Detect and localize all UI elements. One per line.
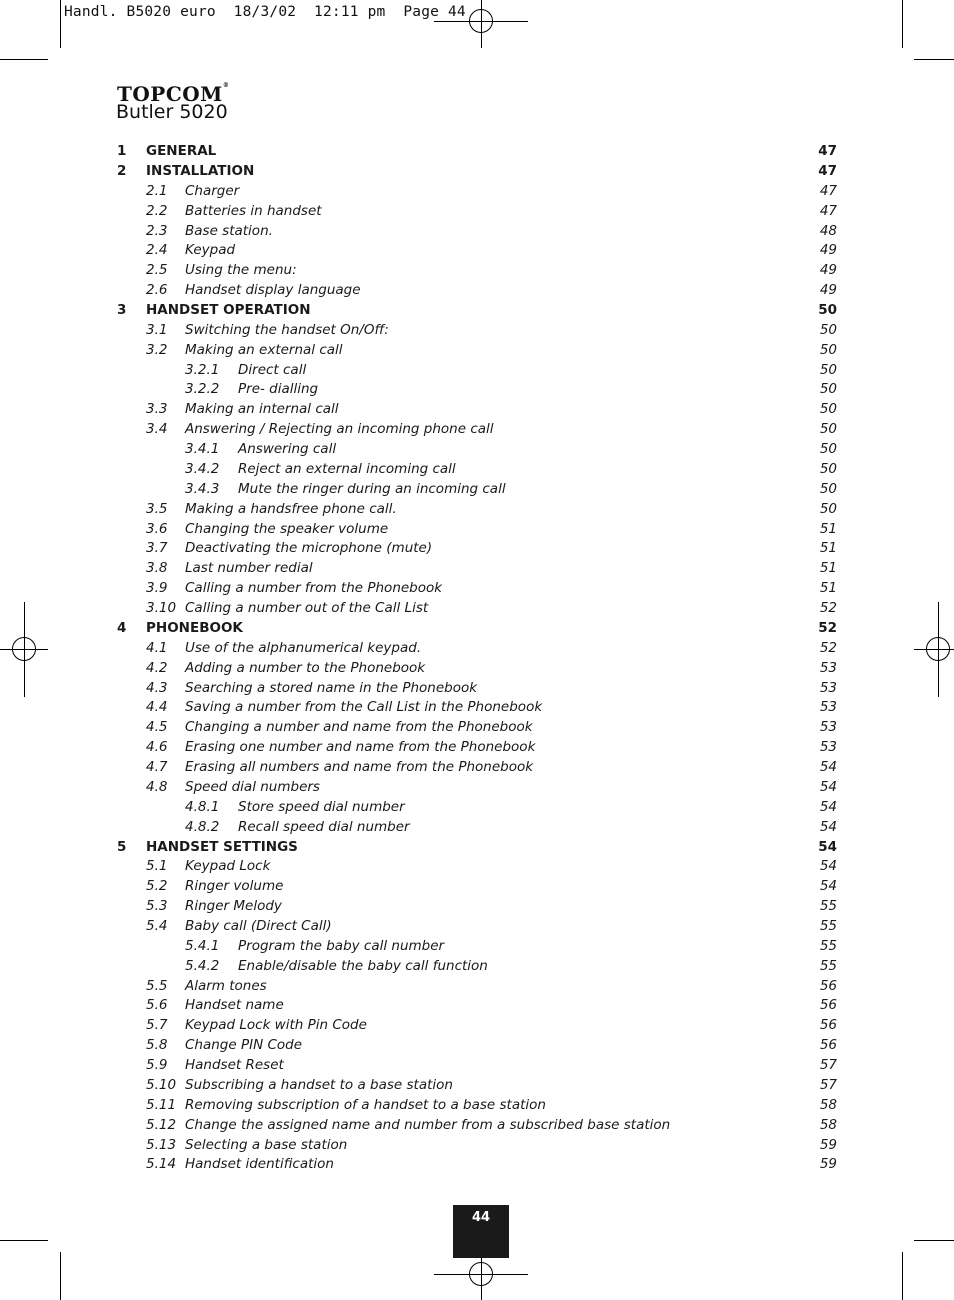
toc-entry-number: 5.12 <box>146 1116 177 1133</box>
toc-entry-page: 49 <box>819 282 837 299</box>
toc-entry-number: 5 <box>117 838 127 855</box>
toc-entry-title: Alarm tones <box>185 977 267 994</box>
toc-entry-title: Enable/disable the baby call function <box>238 957 488 974</box>
toc-entry-title: Speed dial numbers <box>185 778 320 795</box>
toc-entry-title: Making a handsfree phone call. <box>185 500 397 517</box>
toc-entry-title: Calling a number out of the Call List <box>185 600 429 616</box>
toc-entry-number: 2.2 <box>146 202 168 219</box>
toc-entry-page: 50 <box>819 401 837 418</box>
toc-entry <box>0 439 954 459</box>
print-slug: Handl. B5020 euro 18/3/02 12:11 pm Page 44 <box>64 4 466 20</box>
toc-entry-number: 4.5 <box>146 719 168 736</box>
toc-entry-number: 4.3 <box>146 679 168 696</box>
toc-entry-page: 50 <box>818 302 837 318</box>
toc-entry-page: 50 <box>819 441 837 458</box>
toc-entry <box>0 379 954 399</box>
toc-entry-page: 48 <box>819 222 837 239</box>
toc-entry <box>0 757 954 777</box>
toc-entry-title: Change the assigned name and number from a subscribed base station <box>185 1116 671 1133</box>
toc-entry-number: 5.8 <box>146 1037 168 1054</box>
toc-entry-page: 53 <box>819 679 837 696</box>
toc-entry-page: 56 <box>819 1037 837 1054</box>
toc-entry <box>0 717 954 737</box>
toc-entry-page: 50 <box>819 421 837 438</box>
toc-entry <box>0 598 954 618</box>
toc-entry <box>0 320 954 340</box>
toc-entry-title: Ringer Melody <box>185 898 282 915</box>
toc-entry-number: 3.2 <box>146 341 168 358</box>
toc-entry-number: 4.1 <box>146 639 168 656</box>
toc-entry-page: 47 <box>819 182 837 199</box>
toc-entry-page: 47 <box>819 202 837 219</box>
toc-entry-page: 51 <box>819 520 837 537</box>
toc-entry-number: 3.4.2 <box>185 460 220 477</box>
toc-entry-title: Switching the handset On/Off: <box>185 321 389 338</box>
toc-entry-number: 3.9 <box>146 580 168 597</box>
toc-entry-page: 56 <box>819 1017 837 1034</box>
toc-entry <box>0 995 954 1015</box>
toc-entry-page: 51 <box>819 560 837 577</box>
toc-entry <box>0 141 954 161</box>
toc-entry-title: Program the baby call number <box>238 937 445 954</box>
toc-entry-title: Handset identification <box>185 1156 334 1173</box>
toc-entry <box>0 837 954 857</box>
toc-entry <box>0 678 954 698</box>
toc-entry <box>0 300 954 320</box>
toc-entry-page: 47 <box>818 162 837 179</box>
toc-entry-title: Batteries in handset <box>185 202 322 219</box>
toc-entry-page: 59 <box>819 1156 837 1173</box>
toc-entry-number: 4.4 <box>146 699 168 716</box>
toc-entry-title: Answering / Rejecting an incoming phone call <box>185 421 494 438</box>
page-number: 44 <box>471 1210 491 1225</box>
toc-entry <box>0 976 954 996</box>
toc-entry-number: 2.1 <box>146 182 168 199</box>
toc-entry-page: 50 <box>819 381 837 398</box>
toc-entry <box>0 578 954 598</box>
toc-entry <box>0 817 954 837</box>
toc-entry-title: Making an external call <box>185 341 343 358</box>
toc-entry <box>0 399 954 419</box>
toc-entry-page: 51 <box>819 540 837 557</box>
toc-entry-page: 54 <box>819 798 837 815</box>
toc-entry <box>0 797 954 817</box>
toc-entry-title: Erasing all numbers and name from the Phonebook <box>185 759 534 775</box>
toc-entry <box>0 956 954 976</box>
toc-entry-title: Making an internal call <box>185 401 339 418</box>
toc-entry-page: 50 <box>819 361 837 378</box>
product-title: Butler 5020 <box>116 101 228 123</box>
toc-entry-title: HANDSET SETTINGS <box>146 838 298 855</box>
toc-entry-number: 5.4 <box>146 917 168 934</box>
toc-entry-page: 55 <box>819 937 837 954</box>
toc-entry-number: 4.6 <box>146 739 168 756</box>
toc-entry-page: 53 <box>819 719 837 736</box>
toc-entry <box>0 1075 954 1095</box>
toc-entry-number: 2.5 <box>146 262 168 279</box>
toc-entry <box>0 260 954 280</box>
toc-entry-page: 59 <box>819 1136 837 1153</box>
toc-entry-page: 49 <box>819 242 837 259</box>
toc-entry <box>0 221 954 241</box>
toc-entry-number: 2.4 <box>146 242 168 259</box>
toc-entry-page: 57 <box>819 1057 837 1073</box>
toc-entry-number: 5.10 <box>146 1076 177 1093</box>
toc-entry-number: 4.8.1 <box>185 798 220 815</box>
toc-entry-number: 3.7 <box>146 540 168 557</box>
toc-entry-title: Store speed dial number <box>238 798 405 815</box>
toc-entry-page: 53 <box>819 699 837 716</box>
toc-entry-title: Saving a number from the Call List in the Phonebook <box>185 699 543 716</box>
page-number-badge <box>453 1205 509 1258</box>
toc-entry <box>0 896 954 916</box>
toc-entry <box>0 240 954 260</box>
toc-entry <box>0 201 954 221</box>
toc-entry-title: Answering call <box>238 441 337 458</box>
toc-entry <box>0 1135 954 1155</box>
topcom-logo: TOPCOM® <box>117 82 230 106</box>
toc-entry-number: 3.5 <box>146 500 168 517</box>
toc-entry-number: 4.8.2 <box>185 818 220 835</box>
toc-entry-title: Keypad Lock <box>185 858 271 875</box>
toc-entry-number: 4.2 <box>146 659 168 676</box>
toc-entry <box>0 181 954 201</box>
toc-entry <box>0 161 954 181</box>
toc-entry <box>0 876 954 896</box>
toc-entry-number: 5.11 <box>146 1096 177 1113</box>
toc-entry-page: 55 <box>819 898 837 915</box>
toc-entry <box>0 1154 954 1174</box>
toc-entry-title: Handset Reset <box>185 1057 284 1073</box>
toc-entry-title: Selecting a base station <box>185 1136 348 1153</box>
toc-entry-number: 5.7 <box>146 1017 168 1034</box>
toc-entry-page: 54 <box>819 858 837 875</box>
toc-entry <box>0 1115 954 1135</box>
toc-entry-title: Charger <box>185 182 240 199</box>
toc-entry-title: Using the menu: <box>185 262 297 279</box>
toc-entry <box>0 737 954 757</box>
toc-entry-number: 3.10 <box>146 600 177 616</box>
toc-entry-title: Base station. <box>185 222 273 239</box>
toc-entry <box>0 856 954 876</box>
toc-entry-page: 54 <box>818 838 837 855</box>
toc-entry-number: 3.3 <box>146 401 168 418</box>
toc-entry-number: 5.14 <box>146 1156 177 1173</box>
toc-entry-number: 4.7 <box>146 759 168 775</box>
toc-entry-page: 53 <box>819 659 837 676</box>
toc-entry-title: PHONEBOOK <box>146 619 243 636</box>
toc-entry-title: Baby call (Direct Call) <box>185 917 332 934</box>
toc-entry <box>0 936 954 956</box>
toc-entry-title: Mute the ringer during an incoming call <box>238 480 506 497</box>
toc-entry <box>0 1035 954 1055</box>
toc-entry <box>0 419 954 439</box>
toc-entry-number: 3.4.1 <box>185 441 220 458</box>
toc-entry-number: 2.3 <box>146 222 168 239</box>
toc-entry <box>0 499 954 519</box>
toc-entry-title: Handset display language <box>185 282 361 299</box>
toc-entry-number: 4.8 <box>146 778 168 795</box>
toc-entry-title: Calling a number from the Phonebook <box>185 580 443 597</box>
toc-entry-page: 52 <box>818 619 837 636</box>
toc-entry-page: 50 <box>819 460 837 477</box>
toc-entry <box>0 479 954 499</box>
toc-entry-title: Deactivating the microphone (mute) <box>185 540 433 557</box>
toc-entry-page: 54 <box>819 759 837 775</box>
toc-entry-page: 58 <box>819 1096 837 1113</box>
toc-entry-title: Changing the speaker volume <box>185 520 389 537</box>
toc-entry-number: 3.8 <box>146 560 168 577</box>
toc-entry-page: 50 <box>819 480 837 497</box>
toc-entry <box>0 1055 954 1075</box>
toc-entry-number: 5.9 <box>146 1057 168 1073</box>
toc-entry-number: 3.1 <box>146 321 168 338</box>
toc-entry <box>0 916 954 936</box>
toc-entry-number: 5.13 <box>146 1136 177 1153</box>
toc-entry-page: 58 <box>819 1116 837 1133</box>
toc-entry-title: Ringer volume <box>185 878 284 895</box>
toc-entry-number: 5.6 <box>146 997 168 1014</box>
toc-entry <box>0 697 954 717</box>
toc-entry-title: INSTALLATION <box>146 162 255 179</box>
toc-entry <box>0 519 954 539</box>
toc-entry <box>0 280 954 300</box>
toc-entry-page: 47 <box>818 143 837 159</box>
toc-entry-page: 54 <box>819 878 837 895</box>
toc-entry-number: 5.1 <box>146 858 168 875</box>
toc-entry-page: 52 <box>819 600 837 616</box>
toc-entry-number: 5.4.1 <box>185 937 220 954</box>
toc-entry-title: Searching a stored name in the Phonebook <box>185 679 478 696</box>
toc-entry-page: 55 <box>819 917 837 934</box>
toc-entry-title: Pre- dialling <box>238 381 319 398</box>
toc-entry-number: 1 <box>117 143 127 159</box>
toc-entry-title: Reject an external incoming call <box>238 460 456 477</box>
toc-entry-number: 5.3 <box>146 898 168 915</box>
toc-entry-number: 5.2 <box>146 878 168 895</box>
toc-entry-title: Use of the alphanumerical keypad. <box>185 639 422 656</box>
toc-entry-page: 50 <box>819 341 837 358</box>
toc-entry-number: 3 <box>117 302 127 318</box>
toc-entry-page: 56 <box>819 977 837 994</box>
toc-entry-title: Keypad <box>185 242 236 259</box>
toc-entry-number: 2.6 <box>146 282 168 299</box>
toc-entry <box>0 360 954 380</box>
toc-entry-title: HANDSET OPERATION <box>146 302 311 318</box>
toc-entry-number: 2 <box>117 162 127 179</box>
toc-entry-number: 3.2.1 <box>185 361 220 378</box>
toc-entry-page: 49 <box>819 262 837 279</box>
toc-entry-page: 55 <box>819 957 837 974</box>
toc-entry-page: 54 <box>819 778 837 795</box>
toc-entry-title: Removing subscription of a handset to a base station <box>185 1096 546 1113</box>
toc-entry-page: 56 <box>819 997 837 1014</box>
toc-entry-title: Subscribing a handset to a base station <box>185 1076 453 1093</box>
toc-entry <box>0 658 954 678</box>
toc-entry <box>0 1015 954 1035</box>
toc-entry-number: 5.5 <box>146 977 168 994</box>
toc-entry-title: GENERAL <box>146 143 217 159</box>
toc-entry-number: 3.6 <box>146 520 168 537</box>
toc-entry-number: 3.4 <box>146 421 168 438</box>
toc-entry-title: Adding a number to the Phonebook <box>185 659 426 676</box>
toc-entry-page: 50 <box>819 500 837 517</box>
toc-entry-page: 51 <box>819 580 837 597</box>
toc-entry-page: 54 <box>819 818 837 835</box>
toc-entry-number: 5.4.2 <box>185 957 220 974</box>
toc-entry-number: 3.2.2 <box>185 381 220 398</box>
toc-entry-title: Keypad Lock with Pin Code <box>185 1017 367 1034</box>
toc-entry <box>0 777 954 797</box>
toc-entry-title: Erasing one number and name from the Phonebook <box>185 739 536 756</box>
toc-entry-number: 4 <box>117 619 127 636</box>
toc-entry <box>0 558 954 578</box>
toc-entry <box>0 638 954 658</box>
toc-entry-page: 52 <box>819 639 837 656</box>
toc-entry-title: Handset name <box>185 997 284 1014</box>
toc-entry <box>0 618 954 638</box>
toc-entry <box>0 459 954 479</box>
toc-entry-page: 50 <box>819 321 837 338</box>
toc-entry-page: 53 <box>819 739 837 756</box>
toc-entry-number: 3.4.3 <box>185 480 220 497</box>
toc-entry-title: Changing a number and name from the Phonebook <box>185 719 533 736</box>
toc-entry-title: Last number redial <box>185 560 313 577</box>
toc-entry-title: Direct call <box>238 361 307 378</box>
toc-entry <box>0 340 954 360</box>
toc-entry-page: 57 <box>819 1076 837 1093</box>
toc-entry <box>0 538 954 558</box>
toc-entry <box>0 1095 954 1115</box>
toc-entry-title: Recall speed dial number <box>238 818 410 835</box>
toc-entry-title: Change PIN Code <box>185 1037 303 1054</box>
